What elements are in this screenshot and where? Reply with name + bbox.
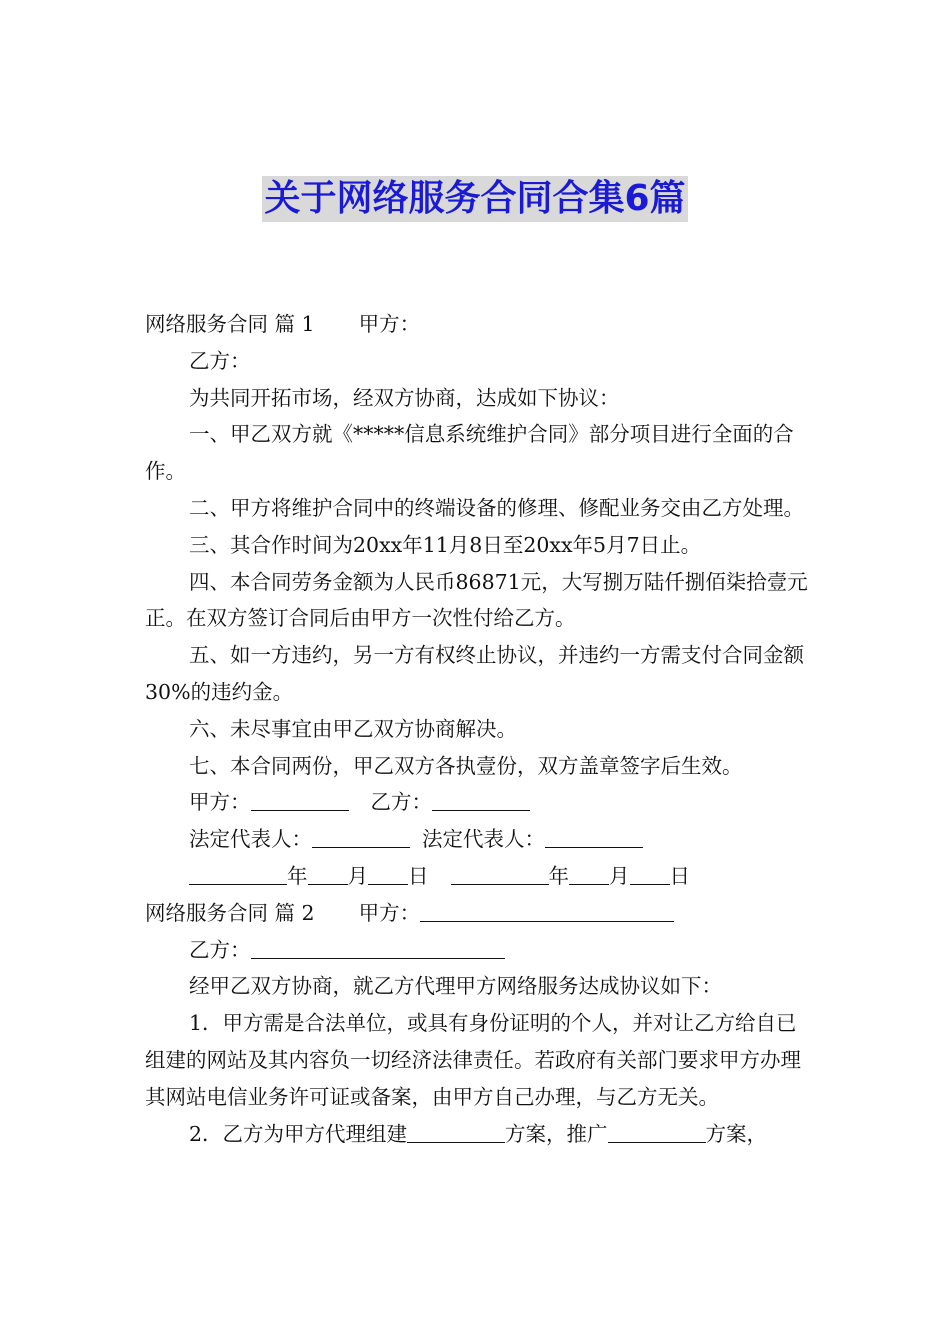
rep-b-label: 法定代表人：: [422, 827, 545, 852]
party-b-line: [145, 343, 810, 380]
year-b-blank: [451, 862, 549, 885]
rep-a-blank: [312, 825, 410, 848]
party-a-blank: [420, 899, 674, 922]
party-b-line: [145, 932, 810, 969]
year-a-blank: [189, 862, 287, 885]
sign-b-blank: [432, 788, 530, 811]
day-b-blank: [630, 862, 670, 885]
month-a-blank: [308, 862, 348, 885]
intro-paragraph: 经甲乙双方协商，就乙方代理甲方网络服务达成协议如下：: [189, 974, 722, 999]
day-b-label: 日: [669, 863, 690, 888]
clause-1: 1．甲方需是合法单位，或具有身份证明的个人，并对让乙方给自已组建的网站及其内容负一切经济法律责任。若政府有关部门要求甲方办理其网站电信业务许可证或备案，由甲方自己办理，与乙方无关。: [145, 1011, 801, 1109]
month-b-label: 月: [609, 863, 630, 888]
clause-2-text-a: 2．乙方为甲方代理组建: [189, 1121, 408, 1146]
intro-paragraph: 为共同开拓市场，经双方协商，达成如下协议：: [189, 385, 620, 410]
section-title: 网络服务合同 篇 1: [145, 312, 315, 336]
clause-2: [145, 1116, 810, 1153]
date-line: [145, 858, 810, 895]
sign-a-label: 甲方：: [189, 790, 251, 815]
section-heading-1: [145, 306, 810, 343]
section-title: 网络服务合同 篇 2: [145, 900, 315, 925]
title-block: [0, 176, 950, 222]
party-b-label: 乙方：: [189, 937, 251, 962]
rep-a-label: 法定代表人：: [189, 827, 312, 852]
clause-4: 四、本合同劳务金额为人民币86871元，大写捌万陆仟捌佰柒拾壹元正。在双方签订合同后由甲方一次性付给乙方。: [145, 569, 808, 631]
rep-b-blank: [545, 825, 643, 848]
party-b-blank: [251, 936, 505, 959]
clause-1: 一、甲乙双方就《*****信息系统维护合同》部分项目进行全面的合作。: [145, 422, 794, 484]
build-plan-blank: [407, 1120, 505, 1143]
clause-2: 二、甲方将维护合同中的终端设备的修理、修配业务交由乙方处理。: [189, 495, 804, 520]
document-title: 关于网络服务合同合集6篇: [262, 176, 687, 222]
clause-5: 五、如一方违约，另一方有权终止协议，并违约一方需支付合同金额30%的违约金。: [145, 643, 804, 704]
month-a-label: 月: [347, 863, 368, 888]
promotion-plan-blank: [608, 1120, 706, 1143]
year-b-label: 年: [548, 863, 569, 888]
signature-parties-line: [145, 784, 810, 821]
day-a-blank: [368, 862, 408, 885]
year-a-label: 年: [287, 863, 308, 888]
representatives-line: [145, 821, 810, 858]
day-a-label: 日: [408, 863, 429, 888]
clause-2-text-c: 方案，: [705, 1121, 768, 1146]
document-body: [145, 306, 810, 1152]
sign-a-blank: [251, 788, 349, 811]
party-a-label: 甲方：: [358, 900, 421, 925]
clause-6: 六、未尽事宜由甲乙双方协商解决。: [189, 716, 517, 741]
sign-b-label: 乙方：: [370, 790, 432, 815]
clause-3: 三、其合作时间为20xx年11月8日至20xx年5月7日止。: [189, 532, 702, 557]
month-b-blank: [569, 862, 609, 885]
section-heading-2: [145, 895, 810, 932]
party-a-label: 甲方：: [358, 312, 421, 336]
clause-2-text-b: 方案，推广: [505, 1121, 608, 1146]
clause-7: 七、本合同两份，甲乙双方各执壹份，双方盖章签字后生效。: [189, 753, 743, 778]
party-b-label: 乙方：: [189, 348, 251, 373]
